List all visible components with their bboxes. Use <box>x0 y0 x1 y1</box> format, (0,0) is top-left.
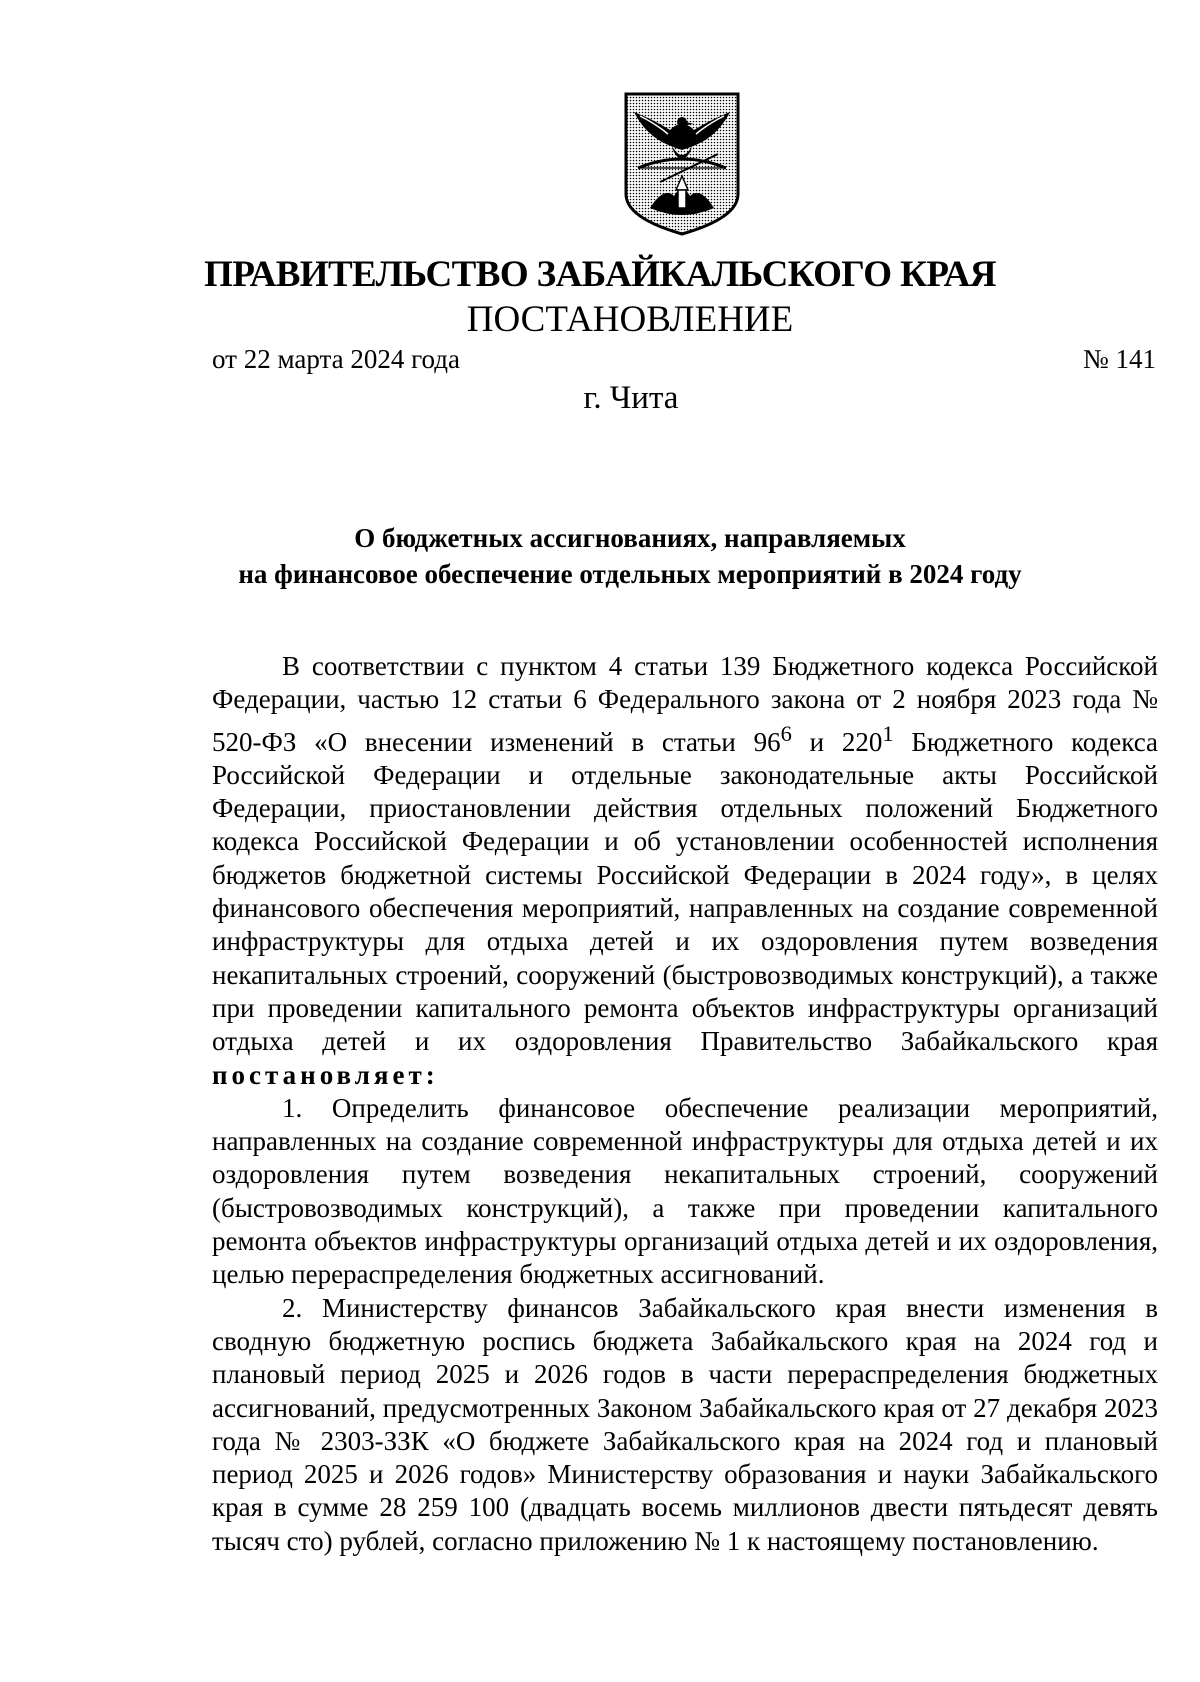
preamble-text-2: и 220 <box>791 726 883 757</box>
preamble-superscript-1: 6 <box>780 720 792 746</box>
document-city: г. Чита <box>583 380 679 416</box>
document-body <box>212 650 1158 1558</box>
preamble-text-3: Бюджетного кодекса Российской Федерации и отдельные законодательные акты Российской Федерации, приостановлении действия отдельных положений Бюджетного кодекса Российской Федерации и об установлении особенностей исполнения бюджетов бюджетной системы Российской Федерации в 2024 году», в целях финансового обеспечения мероприятий, направленных на создание современной инфраструктуры для отдыха детей и их оздоровления путем возведения некапитальных строений, сооружений (быстровозводимых конструкций), а также при проведении капитального ремонта объектов инфраструктуры организаций отдыха детей и их оздоровления Правительство Забайкальского края <box>212 726 1158 1057</box>
item-paragraph-1: 1. Определить финансовое обеспечение реализации мероприятий, направленных на создание современной инфраструктуры для отдыха детей и их оздоровления путем возведения некапитальных строений, сооружений (быстровозводимых конструкций), а также при проведении капитального ремонта объектов инфраструктуры организаций отдыха детей и их оздоровления, целью перераспределения бюджетных ассигнований. <box>212 1092 1158 1290</box>
coat-of-arms-emblem <box>620 90 744 238</box>
decree-word: постановляет: <box>212 1059 439 1090</box>
document-subject <box>0 520 1200 592</box>
item-paragraph-2: 2. Министерству финансов Забайкальского края внести изменения в сводную бюджетную роспись бюджета Забайкальского края на 2024 год и плановый период 2025 и 2026 годов в части перераспределения бюджетных ассигнований, предусмотренных Законом Забайкальского края от 27 декабря 2023 года № 2303-ЗЗК «О бюджете Забайкальского края на 2024 год и плановый период 2025 и 2026 годов» Министерству образования и науки Забайкальского края в сумме 28 259 100 (двадцать восемь миллионов двести пятьдесят девять тысяч сто) рублей, согласно приложению № 1 к настоящему постановлению. <box>212 1292 1158 1556</box>
subject-line-2: на финансовое обеспечение отдельных мероприятий в 2024 году <box>238 559 1022 589</box>
government-title: ПРАВИТЕЛЬСТВО ЗАБАЙКАЛЬСКОГО КРАЯ <box>204 254 996 295</box>
subject-line-1: О бюджетных ассигнованиях, направляемых <box>354 523 906 553</box>
document-type: ПОСТАНОВЛЕНИЕ <box>466 299 794 340</box>
document-number: № 141 <box>1082 344 1156 374</box>
document-date: от 22 марта 2024 года <box>212 344 460 374</box>
preamble-superscript-2: 1 <box>882 720 894 746</box>
preamble-text-1: В соответствии с пунктом 4 статьи 139 Бюджетного кодекса Российской Федерации, частью 12 статьи 6 Федерального закона от 2 ноября 2023 года № 520-ФЗ «О внесении изменений в статьи 96 <box>212 651 1158 757</box>
preamble-paragraph <box>212 650 1158 1092</box>
